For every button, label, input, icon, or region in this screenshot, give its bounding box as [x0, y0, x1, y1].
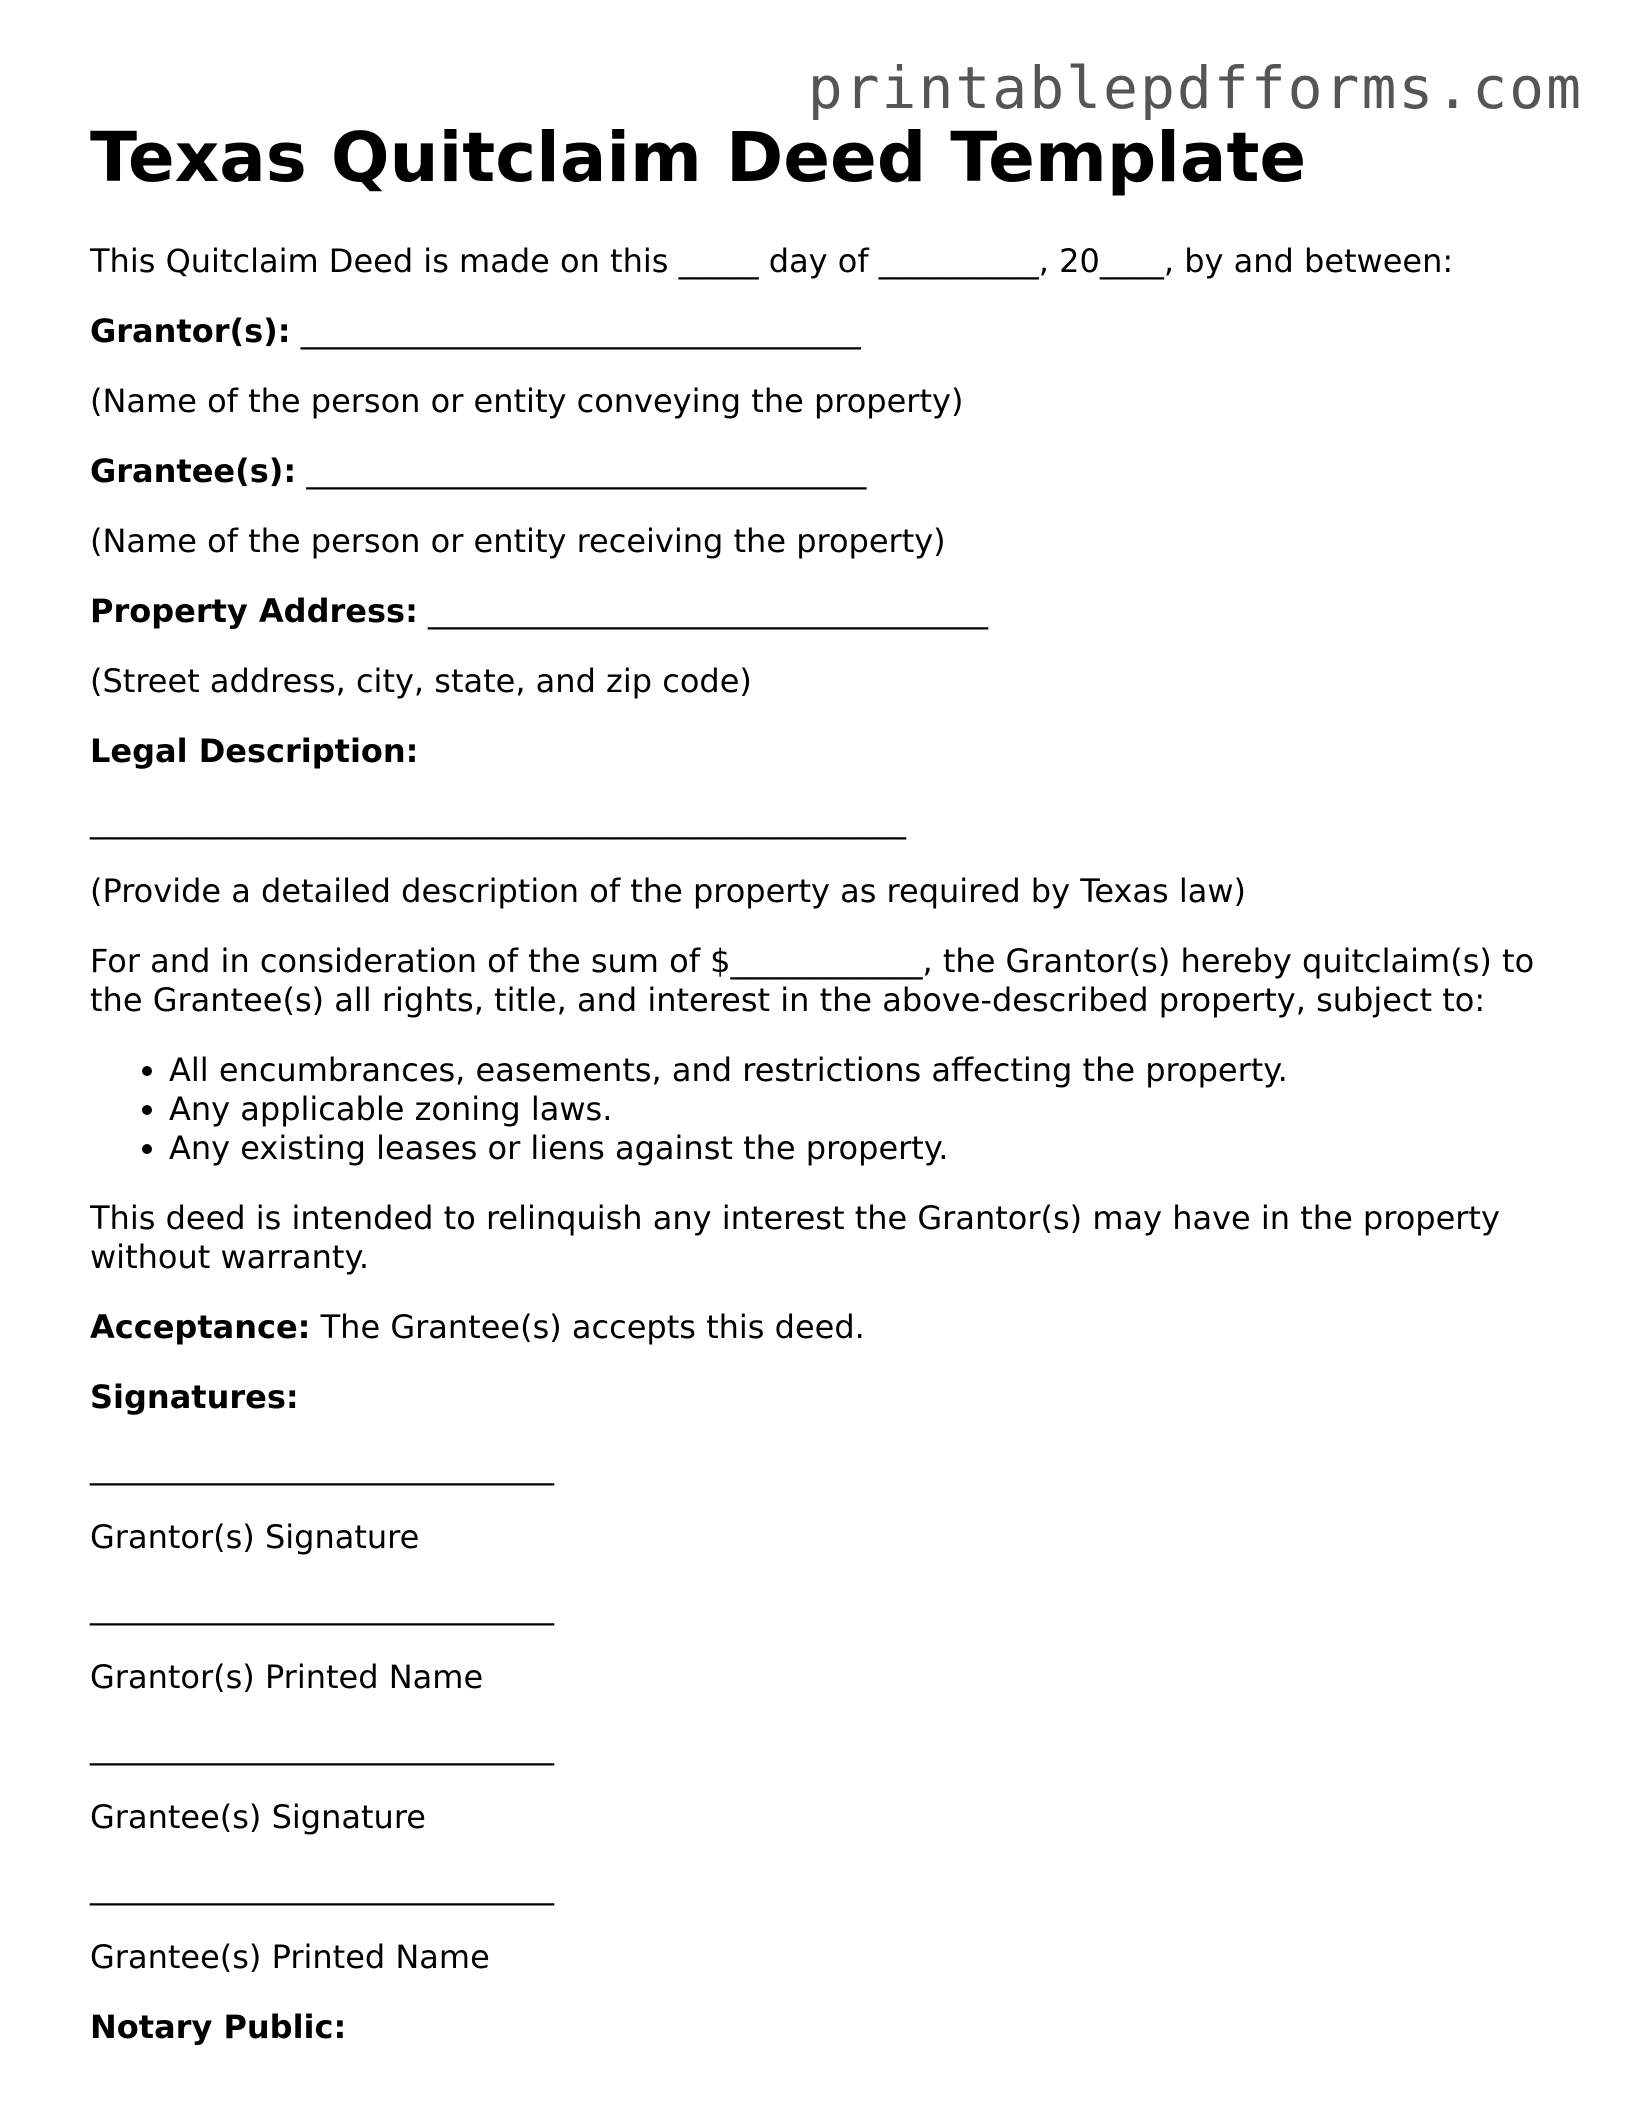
property-address-blank: ___________________________________	[417, 592, 989, 630]
grantee-note: (Name of the person or entity receiving the property)	[90, 522, 946, 560]
signature-field-label: Grantee(s) Signature	[90, 1798, 426, 1836]
signature-line: _____________________________	[90, 1448, 554, 1486]
signature-field-label: Grantor(s) Printed Name	[90, 1658, 484, 1696]
grantor-line	[90, 312, 1560, 351]
grantor-blank: ___________________________________	[290, 312, 861, 350]
property-address-note: (Street address, city, state, and zip code)	[90, 662, 752, 700]
signature-line: _____________________________	[90, 1588, 554, 1626]
signature-field-label: Grantee(s) Printed Name	[90, 1938, 490, 1976]
acceptance-text: The Grantee(s) accepts this deed.	[310, 1308, 865, 1346]
legal-description-blank: ___________________________________________________	[90, 802, 906, 840]
conditions-list	[90, 1051, 1560, 1168]
acceptance-paragraph	[90, 1308, 1560, 1347]
acceptance-label: Acceptance:	[90, 1308, 311, 1346]
property-address-line	[90, 592, 1560, 631]
intro-paragraph: This Quitclaim Deed is made on this _____ day of __________, 20____, by and between:	[90, 242, 1454, 280]
legal-description-label: Legal Description:	[90, 732, 419, 770]
signature-field-label: Grantor(s) Signature	[90, 1518, 420, 1556]
grantee-blank: ___________________________________	[296, 452, 867, 490]
list-item: • Any applicable zoning laws.	[169, 1090, 1560, 1129]
list-item: • Any existing leases or liens against the property.	[169, 1129, 1560, 1168]
intent-paragraph: This deed is intended to relinquish any interest the Grantor(s) may have in the property without warranty.	[90, 1199, 1500, 1276]
signatures-heading: Signatures:	[90, 1378, 299, 1416]
notary-heading: Notary Public:	[90, 2008, 347, 2046]
signature-line: _____________________________	[90, 1868, 554, 1906]
consideration-paragraph: For and in consideration of the sum of $____________, the Grantor(s) hereby quitclaim(s) to the Grantee(s) all rights, title, and interest in the above-described property, subject to:	[90, 942, 1535, 1019]
grantor-label: Grantor(s):	[90, 312, 291, 350]
watermark: printablepdfforms.com	[807, 54, 1583, 122]
page-title: Texas Quitclaim Deed Template	[90, 118, 1307, 198]
grantee-line	[90, 452, 1560, 491]
signature-line: _____________________________	[90, 1728, 554, 1766]
grantee-label: Grantee(s):	[90, 452, 297, 490]
legal-description-note: (Provide a detailed description of the property as required by Texas law)	[90, 872, 1246, 910]
document-page	[90, 118, 1560, 2078]
property-address-label: Property Address:	[90, 592, 418, 630]
list-item: • All encumbrances, easements, and restrictions affecting the property.	[169, 1051, 1560, 1090]
grantor-note: (Name of the person or entity conveying the property)	[90, 382, 964, 420]
